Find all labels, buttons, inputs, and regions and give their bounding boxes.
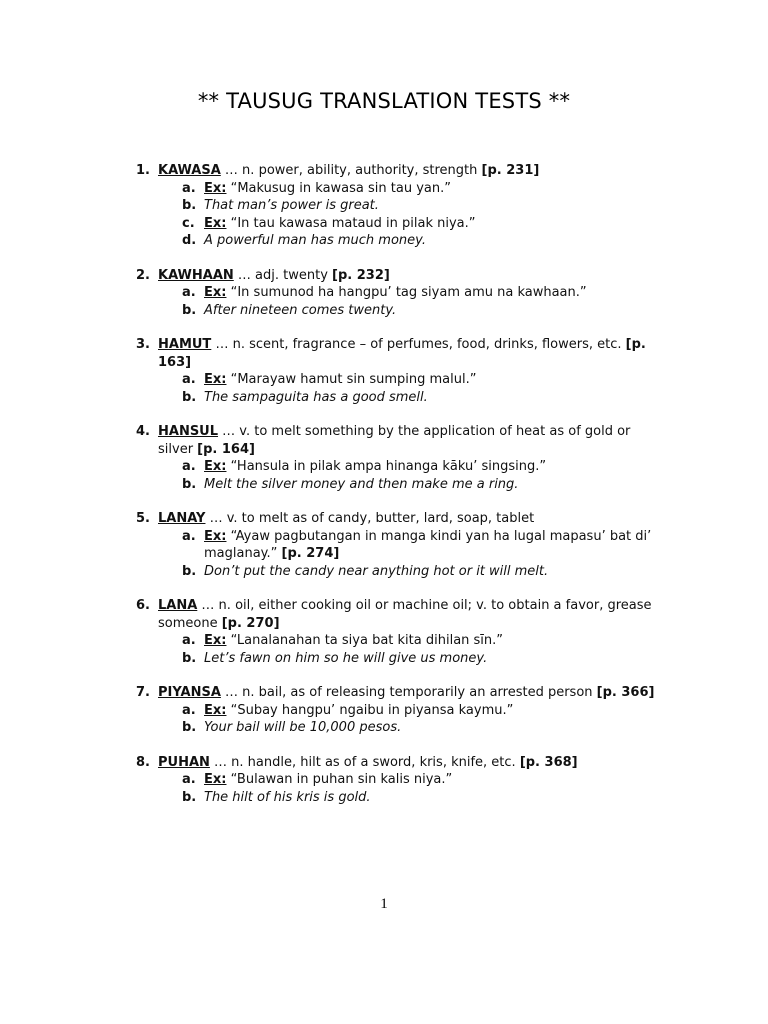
example-text: “Ayaw pagbutangan in manga kindi yan ha lugal mapasu’ bat di’ maglanay.” xyxy=(204,528,652,561)
page-reference: [p. 366] xyxy=(596,685,655,700)
page-number: 1 xyxy=(380,896,388,912)
page-reference: [p. 163] xyxy=(158,337,646,370)
item-letter: a. xyxy=(182,459,196,474)
item-letter: b. xyxy=(182,789,197,805)
item-letter: b. xyxy=(182,650,197,666)
entry-number: 7. xyxy=(136,685,150,700)
translation-text: A powerful man has much money. xyxy=(204,233,426,248)
entry-head xyxy=(136,510,656,528)
headword: LANA xyxy=(158,598,198,613)
entry-piyansa xyxy=(136,684,656,737)
headword: HANSUL xyxy=(158,424,219,439)
example-label: Ex: xyxy=(204,285,227,300)
example-label: Ex: xyxy=(204,633,227,648)
definition: … v. to melt something by the application of heat as of gold or silver xyxy=(158,424,631,457)
definition: … n. power, ability, authority, strength xyxy=(220,163,482,178)
translation-text: Melt the silver money and then make me a ring. xyxy=(204,476,519,492)
example-list xyxy=(136,702,656,737)
entry-number: 6. xyxy=(136,598,150,613)
translation-text: Let’s fawn on him so he will give us money. xyxy=(204,650,488,666)
example-item xyxy=(136,215,656,233)
example-list xyxy=(136,771,656,806)
item-letter: a. xyxy=(182,180,196,196)
example-text: “Makusug in kawasa sin tau yan.” xyxy=(226,180,451,196)
translation-item xyxy=(136,197,656,215)
headword: KAWHAAN xyxy=(158,267,234,283)
translation-item xyxy=(136,302,656,320)
translation-item xyxy=(136,719,656,737)
entry-head xyxy=(136,684,656,702)
translation-text: That man’s power is great. xyxy=(204,198,379,213)
example-item xyxy=(136,371,656,389)
entry-puhan xyxy=(136,754,656,807)
example-text: “Bulawan in puhan sin kalis niya.” xyxy=(226,772,453,787)
translation-text: Don’t put the candy near anything hot or it will melt. xyxy=(204,563,549,579)
item-letter: d. xyxy=(182,233,197,248)
entry-lana xyxy=(136,597,656,667)
example-label: Ex: xyxy=(204,459,227,474)
entry-head xyxy=(136,267,656,285)
entry-number: 3. xyxy=(136,337,150,352)
translation-item xyxy=(136,563,656,581)
item-letter: a. xyxy=(182,285,196,300)
entry-number: 4. xyxy=(136,424,150,439)
entry-head xyxy=(136,336,656,371)
example-text: “Lanalanahan ta siya bat kita dihilan sīn.” xyxy=(226,633,504,648)
item-letter: b. xyxy=(182,476,197,492)
example-item xyxy=(136,458,656,476)
translation-item xyxy=(136,476,656,494)
translation-text: Your bail will be 10,000 pesos. xyxy=(204,720,402,735)
example-label: Ex: xyxy=(204,180,227,196)
page-reference: [p. 164] xyxy=(197,441,255,457)
item-letter: a. xyxy=(182,372,196,387)
example-text: “In tau kawasa mataud in pilak niya.” xyxy=(226,215,476,231)
example-list xyxy=(136,458,656,493)
page-reference: [p. 270] xyxy=(221,615,280,631)
entry-head xyxy=(136,162,656,180)
example-list xyxy=(136,371,656,406)
item-letter: b. xyxy=(182,302,197,318)
translation-item xyxy=(136,232,656,250)
entry-number: 8. xyxy=(136,754,150,770)
entry-hamut xyxy=(136,336,656,406)
translation-item xyxy=(136,789,656,807)
translation-item xyxy=(136,650,656,668)
entry-kawasa xyxy=(136,162,656,250)
page-reference: [p. 232] xyxy=(332,267,390,283)
headword: HAMUT xyxy=(158,337,212,352)
item-letter: a. xyxy=(182,528,196,544)
item-letter: b. xyxy=(182,389,197,405)
definition: … n. handle, hilt as of a sword, kris, knife, etc. xyxy=(209,754,520,770)
example-label: Ex: xyxy=(204,702,227,718)
entry-head xyxy=(136,754,656,772)
example-list xyxy=(136,528,656,581)
entry-head xyxy=(136,597,656,632)
item-letter: a. xyxy=(182,702,196,718)
example-text: “Hansula in pilak ampa hinanga kāku’ singsing.” xyxy=(226,459,547,474)
example-item xyxy=(136,180,656,198)
entry-kawhaan xyxy=(136,267,656,320)
entry-number: 1. xyxy=(136,163,150,178)
page-title: ** TAUSUG TRANSLATION TESTS ** xyxy=(197,89,571,113)
headword: KAWASA xyxy=(158,163,221,178)
example-list xyxy=(136,180,656,250)
entry-list xyxy=(136,162,656,823)
item-letter: c. xyxy=(182,215,195,231)
definition: … n. scent, fragrance – of perfumes, food, drinks, flowers, etc. xyxy=(211,337,626,352)
item-letter: b. xyxy=(182,563,197,579)
example-label: Ex: xyxy=(204,372,227,387)
headword: LANAY xyxy=(158,511,206,526)
example-label: Ex: xyxy=(204,772,227,787)
item-letter: a. xyxy=(182,633,196,648)
page-reference: [p. 274] xyxy=(281,546,340,561)
example-text: “Marayaw hamut sin sumping malul.” xyxy=(226,372,477,387)
entry-head xyxy=(136,423,656,458)
item-letter: a. xyxy=(182,772,196,787)
definition: … v. to melt as of candy, butter, lard, soap, tablet xyxy=(205,511,535,526)
translation-text: The hilt of his kris is gold. xyxy=(204,789,371,805)
example-label: Ex: xyxy=(204,215,227,231)
example-label: Ex: xyxy=(204,528,227,544)
page-reference: [p. 368] xyxy=(519,754,578,770)
example-item xyxy=(136,702,656,720)
headword: PUHAN xyxy=(158,754,210,770)
translation-item xyxy=(136,389,656,407)
translation-text: The sampaguita has a good smell. xyxy=(204,389,428,405)
entry-lanay xyxy=(136,510,656,580)
item-letter: b. xyxy=(182,198,197,213)
example-item xyxy=(136,528,656,563)
example-text: “Subay hangpu’ ngaibu in piyansa kaymu.” xyxy=(226,702,514,718)
example-item xyxy=(136,632,656,650)
page-reference: [p. 231] xyxy=(481,163,540,178)
headword: PIYANSA xyxy=(158,685,221,700)
item-letter: b. xyxy=(182,720,197,735)
example-item xyxy=(136,771,656,789)
entry-hansul xyxy=(136,423,656,493)
definition: … adj. twenty xyxy=(233,267,333,283)
example-text: “In sumunod ha hangpu’ tag siyam amu na kawhaan.” xyxy=(226,285,587,300)
example-list xyxy=(136,284,656,319)
example-list xyxy=(136,632,656,667)
entry-number: 2. xyxy=(136,267,150,283)
definition: … n. oil, either cooking oil or machine oil; v. to obtain a favor, grease someone xyxy=(158,598,652,631)
example-item xyxy=(136,284,656,302)
definition: … n. bail, as of releasing temporarily an arrested person xyxy=(220,685,597,700)
entry-number: 5. xyxy=(136,511,150,526)
translation-text: After nineteen comes twenty. xyxy=(204,302,397,318)
